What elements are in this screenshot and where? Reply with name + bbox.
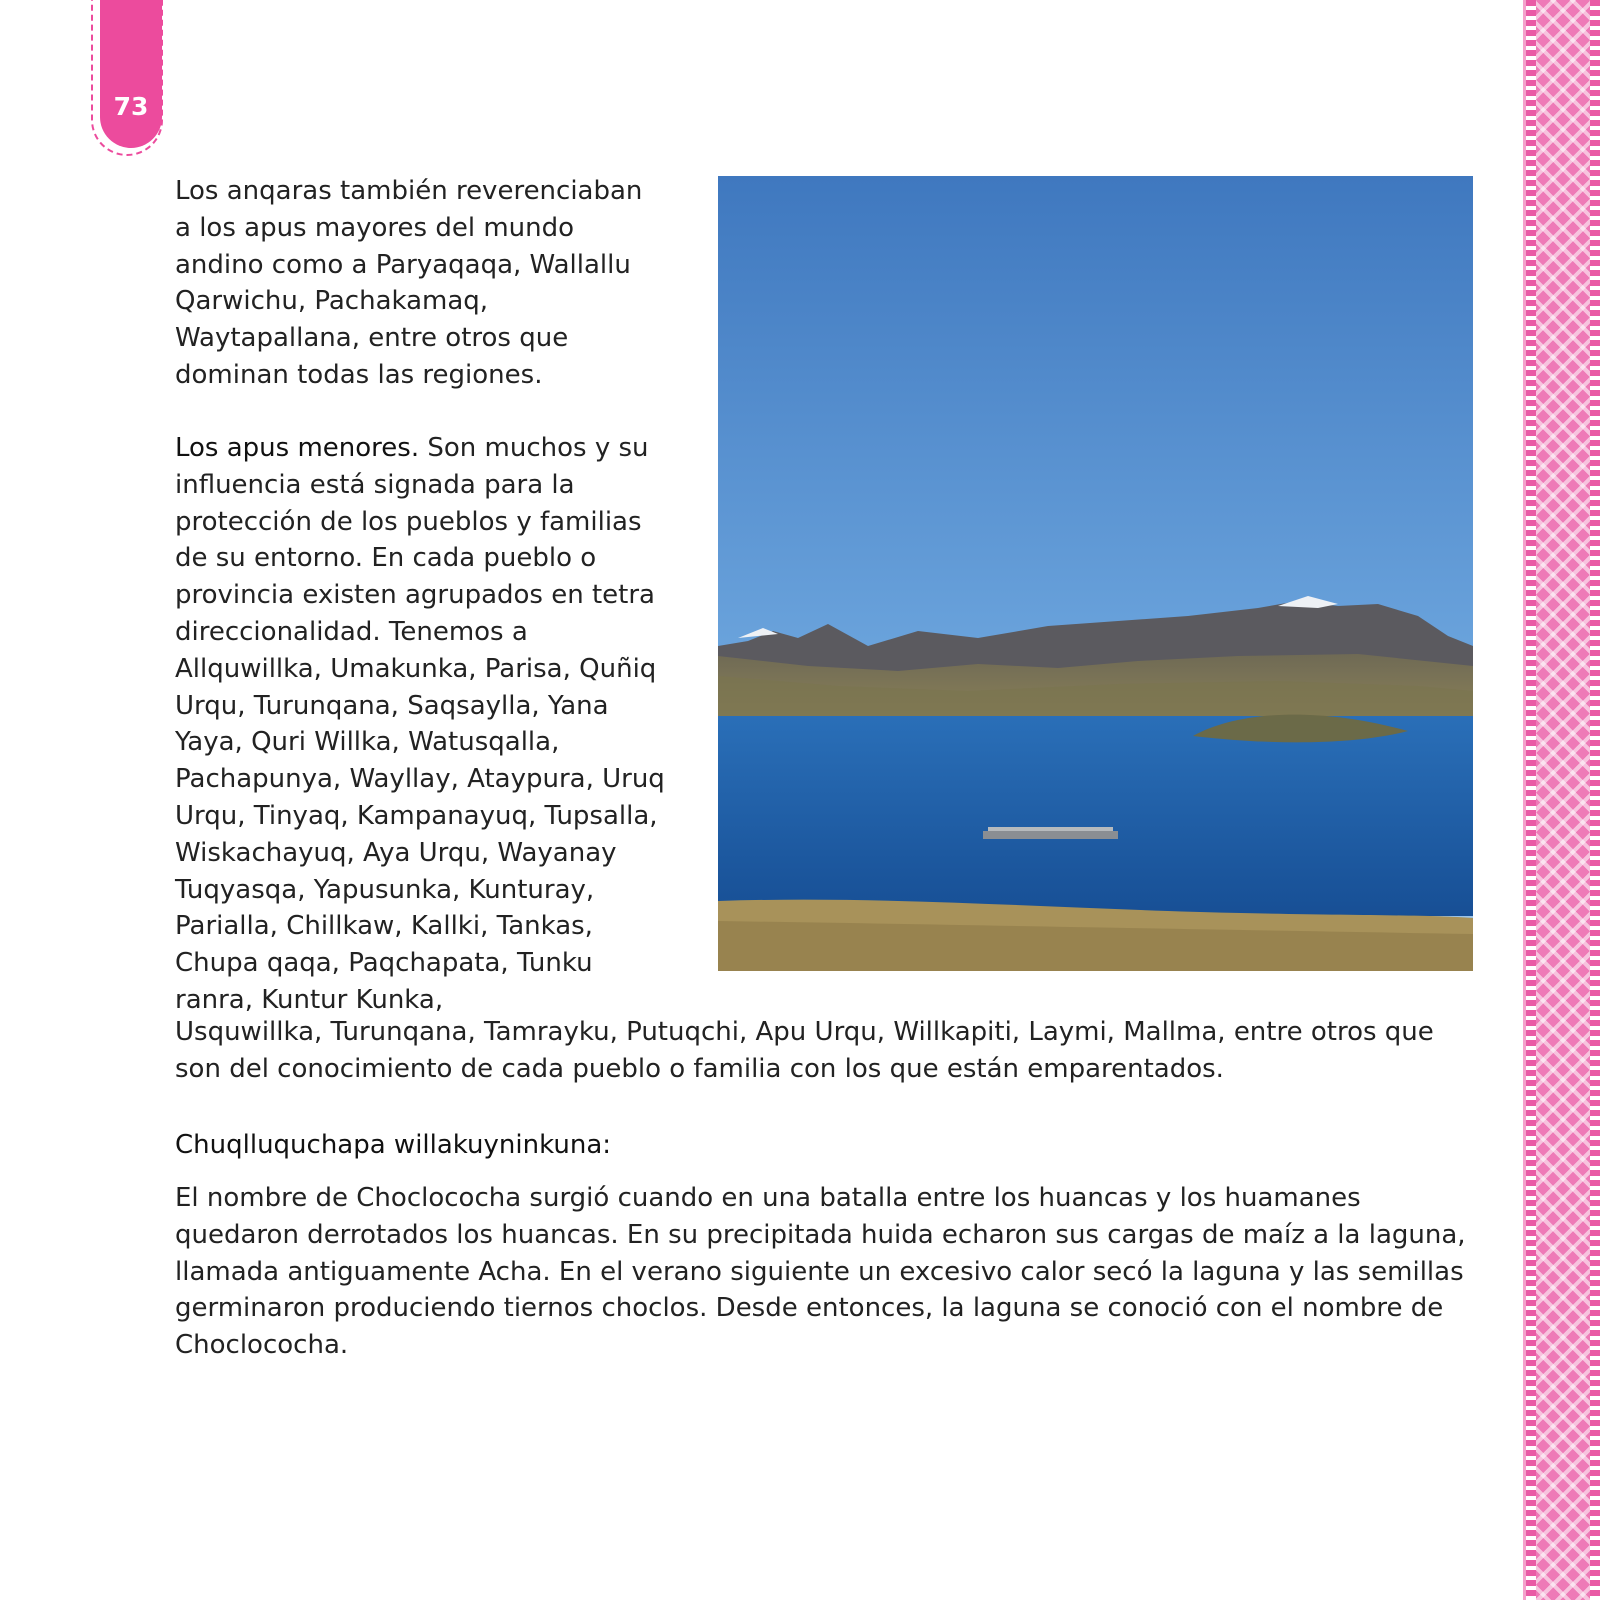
paragraph-apus-menores: [175, 430, 665, 1019]
page-tab: [100, 0, 162, 148]
paragraph-apus-mayores: Los anqaras también reverenciaban a los apus mayores del mundo andino como a Paryaqaqa, Wallallu Qarwichu, Pachakamaq, Waytapallana, entre otros que dominan todas las regiones.: [175, 176, 643, 390]
paragraph-body: Son muchos y su influencia está signada para la protección de los pueblos y familias de su entorno. En cada pueblo o provincia existen agrupados en tetra direccionalidad. Tenemos a Allquwillka, Umakunka, Parisa, Quñiq Urqu, Turunqana, Saqsaylla, Yana Yaya, Quri Willka, Watusqalla, Pachapunya, Wayllay, Ataypura, Uruq Urqu, Tinyaq, Kampanayuq, Tupsalla, Wiskachayuq, Aya Urqu, Wayanay Tuqyasqa, Yapusunka, Kunturay, Parialla, Chillkaw, Kallki, Tankas, Chupa qaqa, Paqchapata, Tunku ranra, Kuntur Kunka,: [175, 433, 665, 1015]
paragraph-choclococha: El nombre de Choclococha surgió cuando en una batalla entre los huancas y los huamanes quedaron derrotados los huancas. En su precipitada huida echaron sus cargas de maíz a la laguna, llamada antiguamente Acha. En el verano siguiente un excesivo calor secó la laguna y las semillas germinaron produciendo tiernos choclos. Desde entonces, la laguna se conoció con el nombre de Choclococha.: [175, 1183, 1466, 1361]
decorative-border-edge: [1590, 0, 1600, 1600]
lake-photo: [718, 176, 1473, 971]
page-number: 73: [113, 92, 149, 121]
lake-photo-image: [718, 176, 1473, 971]
paragraph-lead: Los apus menores.: [175, 433, 420, 463]
decorative-border-edge: [1526, 0, 1536, 1600]
section-heading: Chuqlluquchapa willakuyninkuna:: [175, 1130, 612, 1160]
paragraph-continued: Usquwillka, Turunqana, Tamrayku, Putuqchi, Apu Urqu, Willkapiti, Laymi, Mallma, entre otros que son del conocimiento de cada pueblo o familia con los que están emparentados.: [175, 1017, 1434, 1084]
